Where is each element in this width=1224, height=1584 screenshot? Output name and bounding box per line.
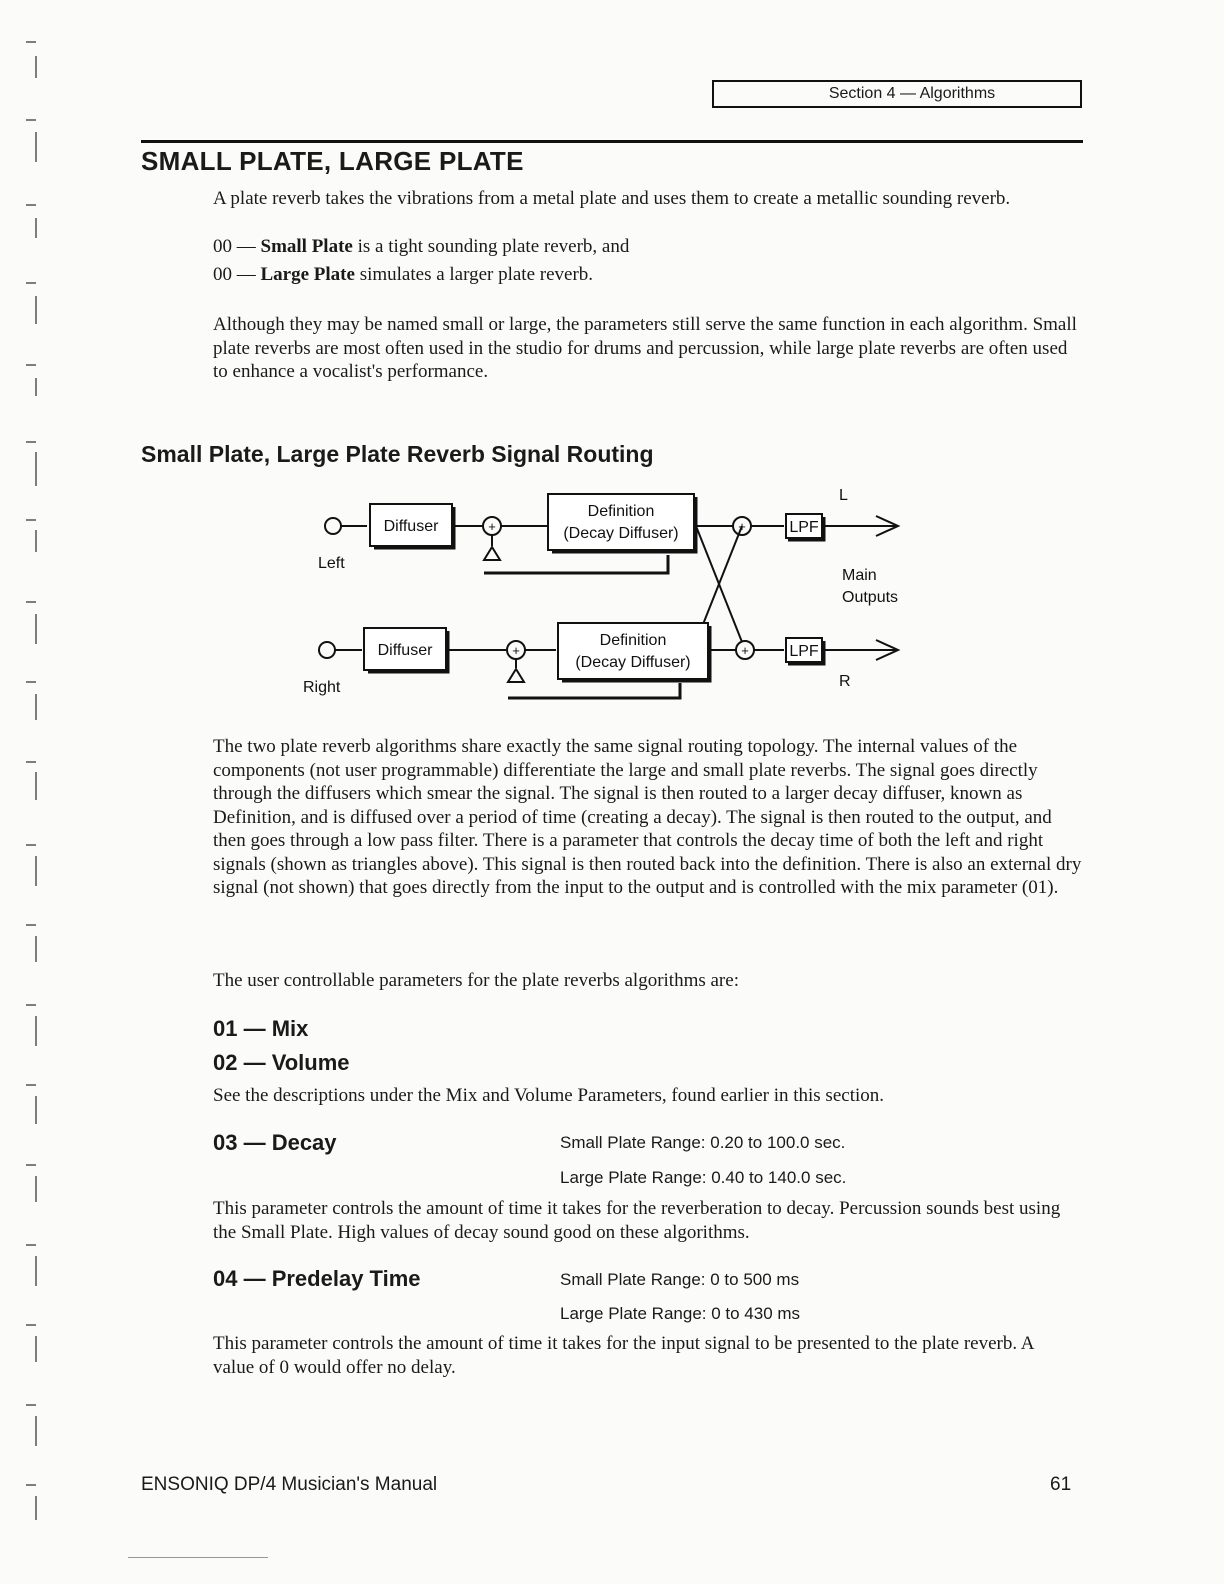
left-definition-label: Definition xyxy=(587,503,655,520)
mix-volume-reference: See the descriptions under the Mix and Volume Parameters, found earlier in this section. xyxy=(213,1085,885,1106)
predelay-large-range: Large Plate Range: 0 to 430 ms xyxy=(560,1304,801,1323)
param-predelay-heading: 04 — Predelay Time xyxy=(213,1266,421,1291)
section-header-box xyxy=(712,80,1082,108)
left-output-plus-sign: + xyxy=(738,519,746,534)
output-r-label: R xyxy=(839,673,851,690)
usage-paragraph: Although they may be named small or large, the parameters still serve the same function in each algorithm. Small plate reverbs are most often used in the studio for drums and percussion, while large plate reverbs are often used to enhance a vocalist's performance. xyxy=(213,314,1077,382)
outputs-label: Outputs xyxy=(842,589,899,606)
right-decay-diffuser-label: (Decay Diffuser) xyxy=(575,654,691,671)
routing-heading: Small Plate, Large Plate Reverb Signal Routing xyxy=(141,441,654,467)
right-diffuser-label: Diffuser xyxy=(377,642,433,659)
small-plate-text: is a tight sounding plate reverb, and xyxy=(352,236,630,257)
scan-mark xyxy=(128,1557,268,1558)
title-rule xyxy=(141,140,1083,143)
footer-manual-title: ENSONIQ DP/4 Musician's Manual xyxy=(141,1474,438,1495)
predelay-small-range: Small Plate Range: 0 to 500 ms xyxy=(560,1270,800,1289)
right-output-plus-sign: + xyxy=(741,643,749,658)
right-lpf-label: LPF xyxy=(789,643,819,660)
intro-paragraph: A plate reverb takes the vibrations from a metal plate and uses them to create a metallic sounding reverb. xyxy=(213,188,1011,209)
left-lpf-label: LPF xyxy=(789,519,819,536)
right-input-label: Right xyxy=(303,679,341,696)
small-plate-line xyxy=(213,235,629,259)
param-decay-heading: 03 — Decay xyxy=(213,1130,337,1155)
large-plate-name: Large Plate xyxy=(260,264,355,285)
small-plate-number: 00 — xyxy=(213,236,261,257)
large-plate-text: simulates a larger plate reverb. xyxy=(354,264,594,285)
predelay-description: This parameter controls the amount of time it takes for the input signal to be presented to the plate reverb. A value of 0 would offer no delay. xyxy=(213,1333,1034,1378)
right-plus-sign: + xyxy=(512,643,520,658)
right-input-jack xyxy=(319,642,335,658)
large-plate-number: 00 — xyxy=(213,264,261,285)
left-decay-diffuser-label: (Decay Diffuser) xyxy=(563,525,679,542)
large-plate-line xyxy=(213,263,593,287)
small-plate-name: Small Plate xyxy=(260,236,353,257)
decay-large-range: Large Plate Range: 0.40 to 140.0 sec. xyxy=(560,1168,847,1187)
binding-edge-marks xyxy=(0,0,50,1584)
signal-routing-diagram xyxy=(290,484,930,710)
decay-description: This parameter controls the amount of time it takes for the reverberation to decay. Percussion sounds best using the Small Plate. High values of decay sound good on these algorithms. xyxy=(213,1198,1061,1243)
param-volume-heading: 02 — Volume xyxy=(213,1050,350,1075)
section-label: Section 4 — Algorithms xyxy=(828,85,996,102)
param-mix-heading: 01 — Mix xyxy=(213,1016,309,1041)
left-decay-triangle xyxy=(484,547,500,560)
left-input-label: Left xyxy=(318,555,345,572)
right-decay-triangle xyxy=(508,669,524,682)
left-plus-sign: + xyxy=(488,519,496,534)
decay-small-range: Small Plate Range: 0.20 to 100.0 sec. xyxy=(560,1133,846,1152)
right-definition-label: Definition xyxy=(599,632,667,649)
page-title: SMALL PLATE, LARGE PLATE xyxy=(141,146,524,176)
left-diffuser-label: Diffuser xyxy=(383,518,439,535)
page-number: 61 xyxy=(1050,1474,1072,1495)
output-l-label: L xyxy=(839,487,848,504)
routing-description: The two plate reverb algorithms share exactly the same signal routing topology. The internal values of the components (not user programmable) differentiate the large and small plate reverbs. The signal goes directly through the diffusers which smear the signal. The signal is then routed to a larger decay diffuser, known as Definition, and is diffused over a period of time (creating a decay). The signal is then routed to the output, and then goes through a low pass filter. There is a parameter that controls the decay time of both the left and right signals (shown as triangles above). This signal is then routed back into the definition. There is also an external dry signal (not shown) that goes directly from the input to the output and is controlled with the mix parameter (01). xyxy=(213,736,1082,898)
main-label: Main xyxy=(842,567,877,584)
left-input-jack xyxy=(325,518,341,534)
params-intro: The user controllable parameters for the plate reverbs algorithms are: xyxy=(213,970,739,991)
